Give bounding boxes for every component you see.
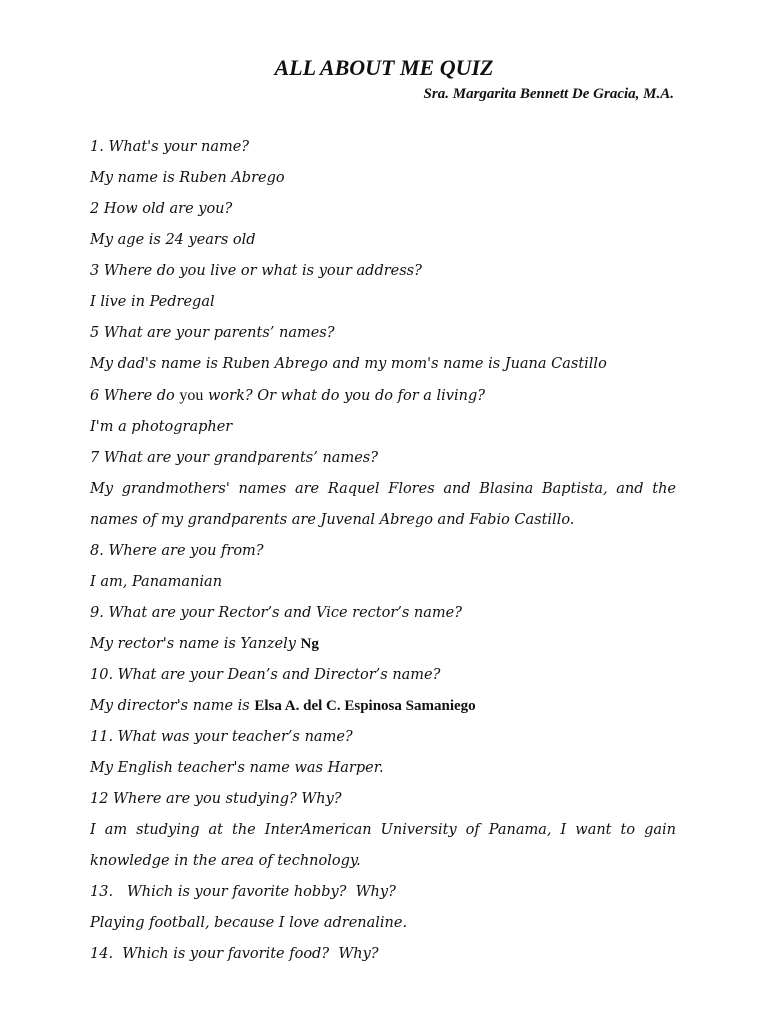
question-3: 3 Where do you live or what is your address? xyxy=(90,263,422,279)
quiz-content xyxy=(90,132,676,970)
question-12: 12 Where are you studying? Why? xyxy=(90,791,342,807)
question-11: 11. What was your teacher’s name? xyxy=(90,729,353,745)
question-6-start: 6 Where do xyxy=(90,388,180,404)
answer-9-bold-name: Ng xyxy=(300,636,319,652)
question-5: 5 What are your parents’ names? xyxy=(90,325,335,341)
question-14: 14. Which is your favorite food? Why? xyxy=(90,946,379,962)
answer-6: I'm a photographer xyxy=(90,419,233,435)
answer-10-bold-name: Elsa A. del C. Espinosa Samaniego xyxy=(254,698,476,714)
question-9: 9. What are your Rector’s and Vice rector’s name? xyxy=(90,605,463,621)
question-7: 7 What are your grandparents’ names? xyxy=(90,450,378,466)
question-6 xyxy=(90,380,676,412)
answer-1: My name is Ruben Abrego xyxy=(90,170,285,186)
question-1: 1. What's your name? xyxy=(90,139,250,155)
answer-8: I am, Panamanian xyxy=(90,574,223,590)
answer-2: My age is 24 years old xyxy=(90,232,256,248)
question-6-end: work? Or what do you do for a living? xyxy=(203,388,486,404)
answer-3: I live in Pedregal xyxy=(90,294,215,310)
question-2: 2 How old are you? xyxy=(90,201,233,217)
answer-12: I am studying at the InterAmerican University of Panama, I want to gain knowledge in the area of technology. xyxy=(90,822,676,869)
question-8: 8. Where are you from? xyxy=(90,543,264,559)
question-6-bold-word: you xyxy=(179,387,204,404)
answer-5: My dad's name is Ruben Abrego and my mom's name is Juana Castillo xyxy=(90,356,607,372)
document-author: Sra. Margarita Bennett De Gracia, M.A. xyxy=(423,86,674,102)
document-title: ALL ABOUT ME QUIZ xyxy=(274,55,494,80)
answer-7: My grandmothers' names are Raquel Flores and Blasina Baptista, and the names of my grandparents are Juvenal Abrego and Fabio Castillo. xyxy=(90,481,676,528)
question-10: 10. What are your Dean’s and Director’s name? xyxy=(90,667,441,683)
answer-11: My English teacher's name was Harper. xyxy=(90,760,384,776)
question-13: 13. Which is your favorite hobby? Why? xyxy=(90,884,396,900)
answer-10-start: My director's name is xyxy=(90,698,255,714)
answer-10 xyxy=(90,691,676,722)
answer-13: Playing football, because I love adrenaline. xyxy=(90,915,408,931)
answer-9-start: My rector's name is Yanzely xyxy=(90,636,301,652)
answer-9 xyxy=(90,629,676,660)
